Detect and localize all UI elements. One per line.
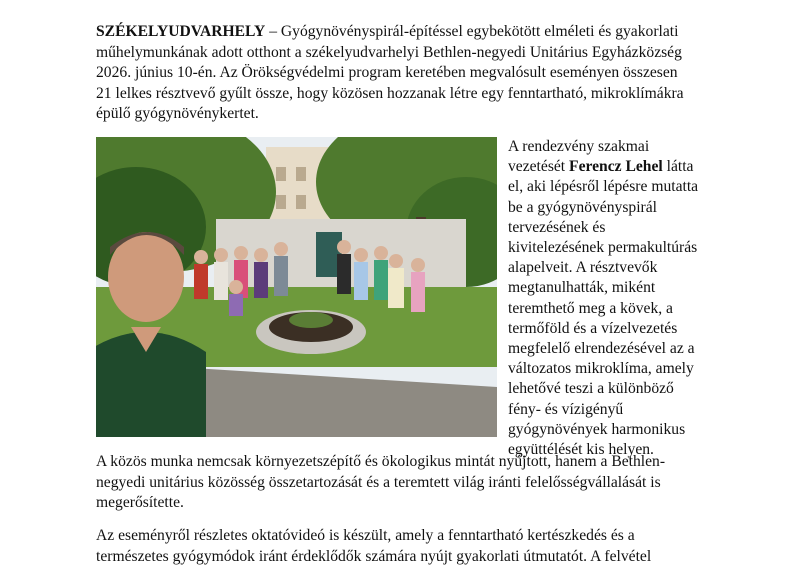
community-line-3: megerősítette.	[96, 493, 708, 514]
side-line-3: el, aki lépésről lépésre mutatta	[508, 177, 708, 197]
side-line-8: megtanulhatták, miként	[508, 278, 708, 298]
community-line-1: A közös munka nemcsak környezetszépítő és ökologikus mintát nyújtott, hanem a Bethlen-	[96, 452, 708, 473]
leader-name: Ferencz Lehel	[569, 158, 663, 175]
side-line-9: teremthető meg a kövek, a	[508, 299, 708, 319]
video-paragraph	[96, 526, 708, 567]
community-paragraph	[96, 452, 708, 514]
intro-line-2: műhelymunkának adott otthont a székelyudvarhelyi Bethlen-negyedi Unitárius Egyházközség	[96, 43, 708, 64]
side-line-15: gyógynövények harmonikus	[508, 420, 708, 440]
dateline: SZÉKELYUDVARHELY	[96, 23, 265, 40]
video-line-2: természetes gyógymódok iránt érdeklődők számára nyújt gyakorlati útmutatót. A felvétel	[96, 547, 708, 567]
side-line-10: termőföld és a vízelvezetés	[508, 319, 708, 339]
side-line-7: alapelveit. A résztvevők	[508, 258, 708, 278]
side-line-6: kivitelezésének permakultúrás	[508, 238, 708, 258]
community-line-2: negyedi unitárius közösség összetartozását és a teremtett világ iránti felelősségvállalását is	[96, 473, 708, 494]
side-line-12: változatos mikroklíma, amely	[508, 359, 708, 379]
side-line-5: tervezésének és	[508, 218, 708, 238]
side-line-4: be a gyógynövényspirál	[508, 198, 708, 218]
group-photo-icon	[96, 137, 497, 437]
intro-line-4: 21 lelkes résztvevő gyűlt össze, hogy közösen hozzanak létre egy fenntartható, mikroklímákra	[96, 84, 708, 105]
side-line-2: vezetését Ferencz Lehel látta	[508, 157, 708, 177]
side-line-16: együttélését kis helyen.	[508, 440, 708, 460]
video-line-1: Az eseményről részletes oktatóvideó is készült, amely a fenntartható kertészkedés és a	[96, 526, 708, 547]
side-line-11: megfelelő elrendezésével az a	[508, 339, 708, 359]
side-line-14: fény- és vízigényű	[508, 400, 708, 420]
intro-line-1: SZÉKELYUDVARHELY – Gyógynövényspirál-építéssel egybekötött elméleti és gyakorlati	[96, 22, 708, 43]
side-line-1: A rendezvény szakmai	[508, 137, 708, 157]
intro-line-5: épülő gyógynövénykertet.	[96, 104, 708, 125]
side-line-13: lehetővé teszi a különböző	[508, 379, 708, 399]
intro-line-3: 2026. június 10-én. Az Örökségvédelmi program keretében megvalósult eseményen összesen	[96, 63, 708, 84]
side-column-text	[508, 137, 708, 460]
intro-paragraph	[96, 22, 708, 125]
group-photo	[96, 137, 497, 437]
